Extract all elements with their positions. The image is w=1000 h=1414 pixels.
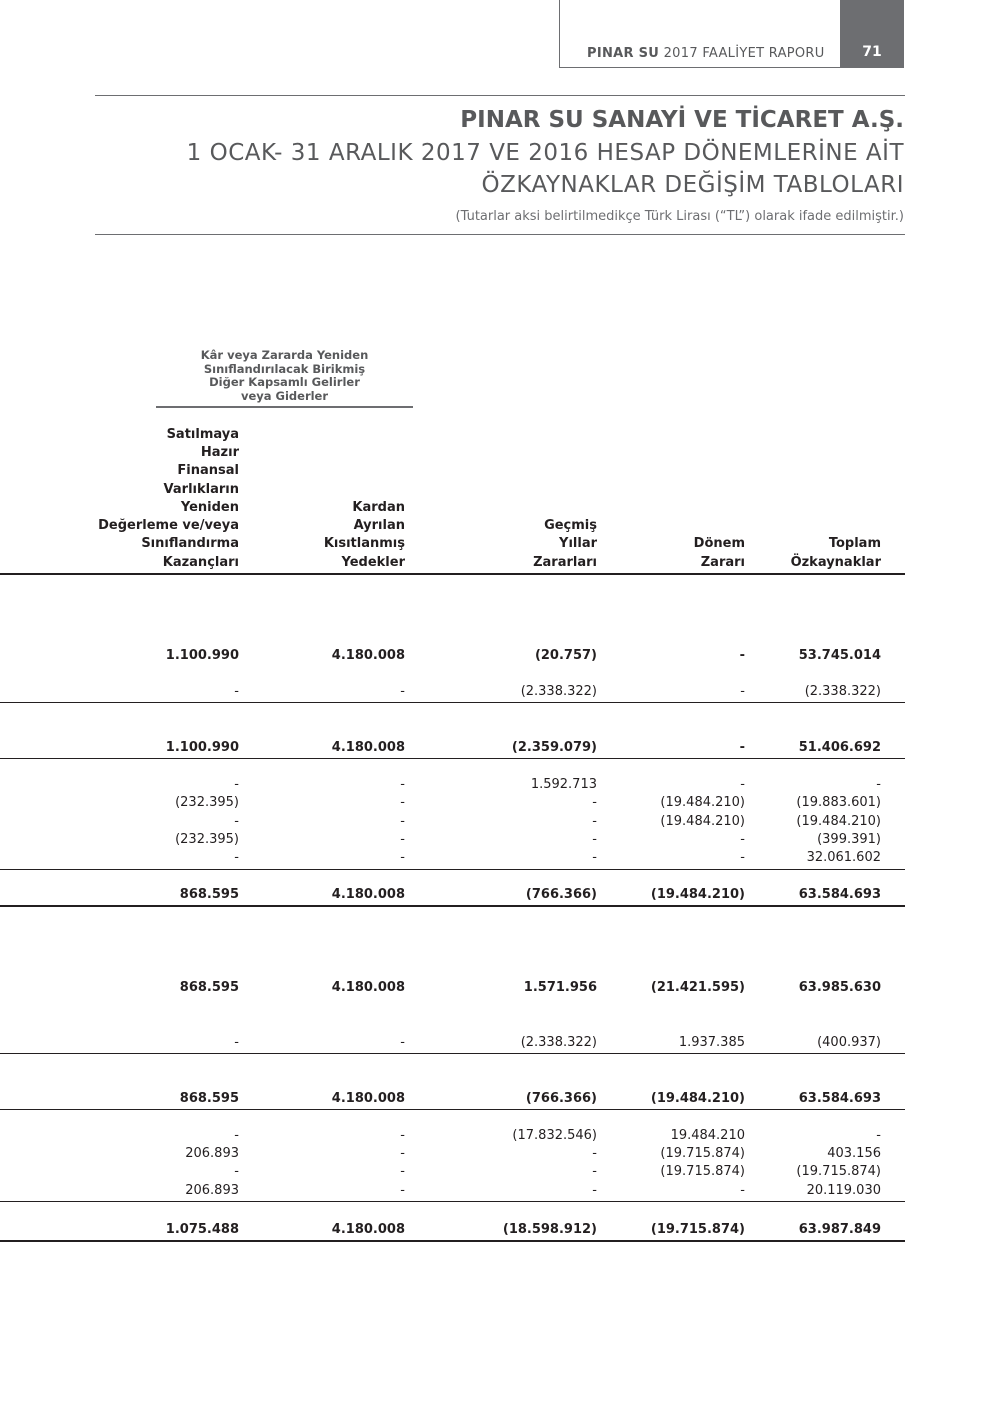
table-cell: -	[740, 1183, 745, 1198]
table-cell: (19.484.210)	[660, 814, 745, 829]
table-row	[0, 684, 905, 702]
table-row	[0, 1222, 905, 1240]
table-cell: -	[400, 850, 405, 865]
period-title: 1 OCAK- 31 ARALIK 2017 VE 2016 HESAP DÖNEMLERİNE AİT	[186, 140, 904, 166]
table-cell: (399.391)	[817, 832, 881, 847]
table-cell: 868.595	[179, 1091, 239, 1106]
column-header-line: Kazançları	[162, 554, 239, 570]
column-header-period-loss	[694, 535, 745, 572]
table-cell: -	[400, 1035, 405, 1050]
table-row	[0, 1035, 905, 1053]
statement-title: ÖZKAYNAKLAR DEĞİŞİM TABLOLARI	[481, 172, 904, 198]
table-cell: -	[876, 1128, 881, 1143]
table-row	[0, 740, 905, 758]
column-header-line: Ayrılan	[353, 518, 405, 534]
column-header-revaluation-gains	[98, 426, 239, 572]
table-cell: 1.100.990	[165, 648, 239, 663]
table-cell: 63.584.693	[798, 1091, 881, 1106]
table-cell: -	[400, 832, 405, 847]
table-cell: 4.180.008	[331, 887, 405, 902]
table-cell: (19.715.874)	[660, 1164, 745, 1179]
table-cell: 53.745.014	[798, 648, 881, 663]
table-rule	[0, 905, 905, 907]
table-cell: -	[592, 814, 597, 829]
column-header-line: Finansal	[177, 463, 239, 479]
table-cell: -	[592, 1183, 597, 1198]
column-header-line: Zararı	[700, 554, 745, 570]
table-cell: -	[234, 1035, 239, 1050]
table-cell: (19.715.874)	[650, 1222, 745, 1237]
column-header-line: Varlıkların	[163, 481, 239, 497]
table-cell: (19.715.874)	[660, 1146, 745, 1161]
table-cell: -	[234, 1128, 239, 1143]
column-header-line: Dönem	[693, 536, 745, 552]
table-row	[0, 832, 905, 850]
table-rule	[0, 758, 905, 759]
table-row	[0, 887, 905, 905]
header-report-title: 2017 FAALİYET RAPORU	[663, 46, 825, 61]
column-header-line: Sınıflandırma	[141, 536, 239, 552]
table-cell: 4.180.008	[331, 648, 405, 663]
table-cell: 32.061.602	[806, 850, 881, 865]
table-cell: (17.832.546)	[512, 1128, 597, 1143]
column-header-line: Zararları	[533, 554, 597, 570]
table-cell: (2.338.322)	[520, 1035, 597, 1050]
table-cell: (19.484.210)	[796, 814, 881, 829]
table-cell: 1.571.956	[523, 980, 597, 995]
table-rule	[0, 702, 905, 703]
column-header-line: Toplam	[828, 536, 881, 552]
table-row	[0, 850, 905, 868]
table-row	[0, 1146, 905, 1164]
table-cell: -	[400, 814, 405, 829]
group-header	[156, 349, 413, 403]
table-cell: -	[739, 740, 745, 755]
table-cell: 4.180.008	[331, 1222, 405, 1237]
table-cell: -	[234, 1164, 239, 1179]
table-cell: 868.595	[179, 980, 239, 995]
table-rule	[0, 869, 905, 870]
table-cell: (18.598.912)	[502, 1222, 597, 1237]
table-cell: 206.893	[185, 1183, 239, 1198]
table-cell: (19.883.601)	[796, 795, 881, 810]
column-header-line: Satılmaya	[166, 426, 239, 442]
table-cell: -	[400, 1146, 405, 1161]
table-cell: 1.937.385	[678, 1035, 745, 1050]
table-cell: 4.180.008	[331, 740, 405, 755]
table-cell: 63.584.693	[798, 887, 881, 902]
table-cell: 206.893	[185, 1146, 239, 1161]
table-cell: 63.987.849	[798, 1222, 881, 1237]
table-cell: -	[234, 850, 239, 865]
table-row	[0, 777, 905, 795]
column-header-line: Yeniden	[180, 499, 239, 515]
page-number: 71	[840, 0, 904, 68]
group-header-line: Diğer Kapsamlı Gelirler	[209, 375, 360, 389]
table-cell: 1.592.713	[530, 777, 597, 792]
column-header-line: Geçmiş	[544, 518, 597, 534]
header-brand: PINAR SU	[587, 46, 660, 61]
table-cell: -	[400, 777, 405, 792]
table-cell: -	[876, 777, 881, 792]
table-row	[0, 1183, 905, 1201]
title-top-rule	[95, 95, 905, 96]
table-cell: -	[739, 648, 745, 663]
column-header-line: Kardan	[352, 499, 405, 515]
table-cell: 19.484.210	[670, 1128, 745, 1143]
table-cell: (19.484.210)	[650, 1091, 745, 1106]
column-header-line: Hazır	[200, 444, 239, 460]
column-header-line: Özkaynaklar	[790, 554, 881, 570]
table-cell: -	[400, 1128, 405, 1143]
table-cell: (232.395)	[175, 795, 239, 810]
table-cell: -	[234, 777, 239, 792]
column-header-line: Kısıtlanmış	[323, 536, 405, 552]
table-cell: -	[592, 1164, 597, 1179]
table-cell: (766.366)	[525, 1091, 597, 1106]
column-header-line: Değerleme ve/veya	[98, 518, 239, 534]
table-cell: (19.484.210)	[660, 795, 745, 810]
table-row	[0, 1128, 905, 1146]
currency-note: (Tutarlar aksi belirtilmedikçe Türk Lirası (“TL”) olarak ifade edilmiştir.)	[455, 209, 904, 224]
table-cell: 20.119.030	[806, 1183, 881, 1198]
group-header-underline	[156, 406, 413, 408]
table-cell: 63.985.630	[798, 980, 881, 995]
table-cell: 1.075.488	[165, 1222, 239, 1237]
table-cell: -	[592, 795, 597, 810]
table-cell: -	[740, 777, 745, 792]
column-header-line: Yıllar	[559, 536, 597, 552]
group-header-line: veya Giderler	[240, 388, 329, 403]
table-cell: -	[740, 850, 745, 865]
table-cell: -	[400, 795, 405, 810]
table-cell: 4.180.008	[331, 980, 405, 995]
table-cell: (2.338.322)	[520, 684, 597, 699]
table-cell: -	[234, 684, 239, 699]
table-cell: -	[400, 1164, 405, 1179]
table-cell: 403.156	[827, 1146, 881, 1161]
table-cell: -	[592, 850, 597, 865]
table-row	[0, 1091, 905, 1109]
table-cell: -	[592, 1146, 597, 1161]
header-rule	[0, 573, 905, 575]
table-cell: (19.715.874)	[796, 1164, 881, 1179]
table-cell: -	[740, 684, 745, 699]
table-cell: -	[592, 832, 597, 847]
table-cell: (19.484.210)	[650, 887, 745, 902]
table-cell: 51.406.692	[798, 740, 881, 755]
table-cell: -	[400, 684, 405, 699]
table-row	[0, 814, 905, 832]
table-cell: (2.338.322)	[804, 684, 881, 699]
table-cell: 1.100.990	[165, 740, 239, 755]
report-header	[587, 46, 825, 61]
table-cell: (766.366)	[525, 887, 597, 902]
table-cell: (2.359.079)	[511, 740, 597, 755]
table-cell: (232.395)	[175, 832, 239, 847]
table-rule	[0, 1240, 905, 1242]
table-row	[0, 980, 905, 998]
table-row	[0, 648, 905, 666]
table-rule	[0, 1201, 905, 1202]
table-cell: (21.421.595)	[650, 980, 745, 995]
table-cell: -	[234, 814, 239, 829]
table-cell: (20.757)	[534, 648, 597, 663]
table-cell: 4.180.008	[331, 1091, 405, 1106]
table-cell: 868.595	[179, 887, 239, 902]
column-header-total-equity	[791, 535, 881, 572]
table-cell: (400.937)	[817, 1035, 881, 1050]
group-header-line: Kâr veya Zararda Yeniden	[200, 348, 369, 362]
table-row	[0, 795, 905, 813]
column-header-line: Yedekler	[341, 554, 405, 570]
table-cell: -	[400, 1183, 405, 1198]
column-header-accumulated-losses	[533, 517, 597, 572]
table-cell: -	[740, 832, 745, 847]
company-title: PINAR SU SANAYİ VE TİCARET A.Ş.	[460, 107, 904, 133]
title-bottom-rule	[95, 234, 905, 235]
table-row	[0, 1164, 905, 1182]
group-header-line: Sınıflandırılacak Birikmiş	[203, 361, 366, 376]
column-header-restricted-reserves	[324, 499, 405, 572]
table-rule	[0, 1109, 905, 1110]
table-rule	[0, 1053, 905, 1054]
